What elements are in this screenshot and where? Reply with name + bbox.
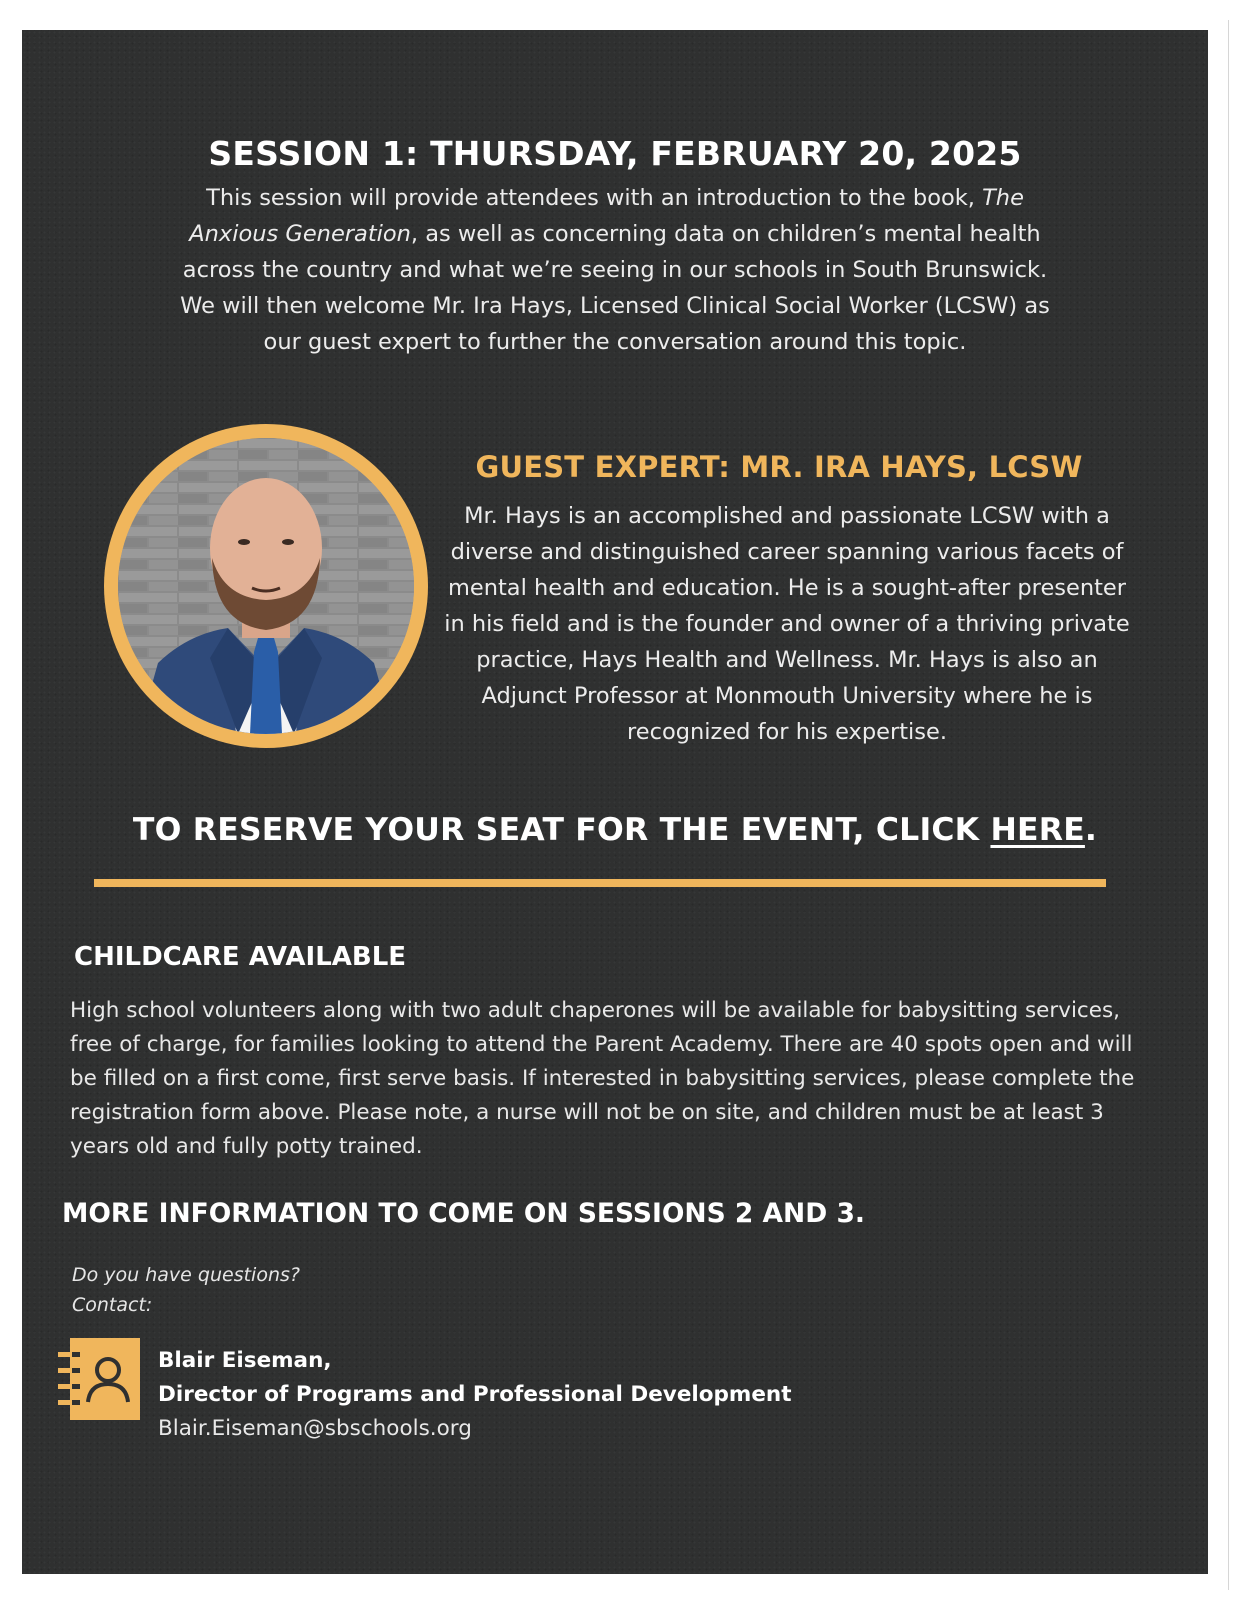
guest-photo [118, 438, 414, 734]
contact-name-block [158, 1344, 792, 1412]
questions-text: Do you have questions? [72, 1264, 300, 1286]
reserve-period: . [1084, 812, 1098, 848]
contact-role: Director of Programs and Professional Development [158, 1382, 792, 1407]
section-divider [94, 879, 1106, 887]
childcare-title: CHILDCARE AVAILABLE [74, 942, 407, 972]
contact-name: Blair Eiseman, [158, 1348, 332, 1373]
childcare-body: High school volunteers along with two adult chaperones will be available for babysitting services, free of charge, for families looking to attend the Parent Academy. There are 40 spots open and will be filled on a first come, first serve basis. If interested in babysitting services, please complete the registration form above. Please note, a nurse will not be on site, and children must be at least 3 years old and fully potty trained. [70, 998, 1135, 1159]
reserve-callout [22, 812, 1208, 848]
guest-bio: Mr. Hays is an accomplished and passionate LCSW with a diverse and distinguished career spanning various facets of mental health and education. He is a sought-after presenter in his field and is the founder and owner of a thriving private practice, Hays Health and Wellness. Mr. Hays is also an Adjunct Professor at Monmouth University where he is recognized for his expertise. [444, 503, 1130, 745]
contact-label: Contact: [72, 1294, 153, 1316]
session-title: SESSION 1: THURSDAY, FEBRUARY 20, 2025 [208, 134, 1022, 173]
page-edge-line [1228, 20, 1229, 1590]
more-info-heading: MORE INFORMATION TO COME ON SESSIONS 2 AND 3. [62, 1198, 865, 1229]
reserve-link[interactable]: HERE [990, 812, 1085, 848]
session-intro [162, 180, 1068, 360]
contact-email[interactable]: Blair.Eiseman@sbschools.org [158, 1416, 472, 1441]
portrait-illustration [118, 438, 414, 734]
guest-expert-title: GUEST EXPERT: MR. IRA HAYS, LCSW [475, 450, 1083, 484]
book-title: The Anxious Generation [189, 185, 1024, 247]
intro-text-2: , as well as concerning data on children’s mental health across the country and what we’re seeing in our schools in South Brunswick. We will then welcome Mr. Ira Hays, Licensed Clinical Social Worker (LCSW) as our guest expert to further the conversation around this topic. [180, 221, 1050, 355]
intro-text-1: This session will provide attendees with an introduction to the book, [206, 185, 983, 211]
guest-photo-frame [104, 424, 428, 748]
contact-person-icon [58, 1338, 140, 1420]
reserve-text: TO RESERVE YOUR SEAT FOR THE EVENT, CLICK [132, 812, 991, 848]
questions-block [72, 1260, 300, 1320]
flyer [22, 30, 1208, 1574]
